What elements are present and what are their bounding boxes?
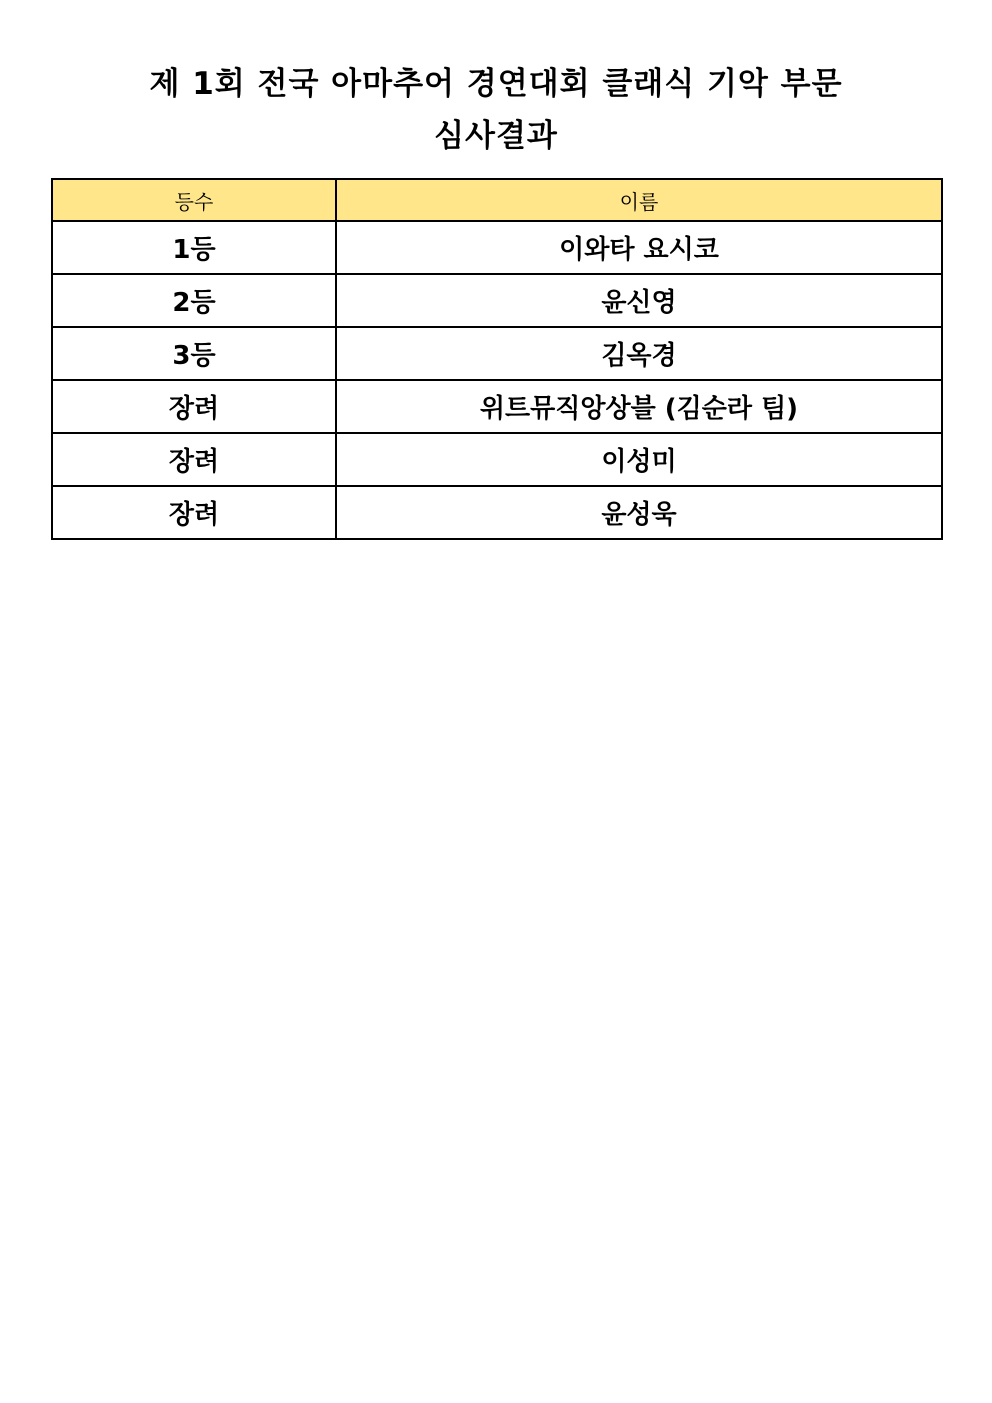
rank-cell: 장려 bbox=[52, 380, 336, 433]
column-header-rank: 등수 bbox=[52, 179, 336, 221]
name-cell: 위트뮤직앙상블 (김순라 팀) bbox=[336, 380, 942, 433]
rank-cell: 1등 bbox=[52, 221, 336, 274]
table-header-row bbox=[52, 179, 942, 221]
table-row bbox=[52, 274, 942, 327]
results-table bbox=[51, 178, 943, 540]
document-subtitle: 심사결과 bbox=[434, 118, 558, 154]
rank-cell: 3등 bbox=[52, 327, 336, 380]
rank-cell: 장려 bbox=[52, 486, 336, 539]
rank-cell: 2등 bbox=[52, 274, 336, 327]
name-cell: 윤신영 bbox=[336, 274, 942, 327]
name-cell: 윤성욱 bbox=[336, 486, 942, 539]
rank-cell: 장려 bbox=[52, 433, 336, 486]
document-title: 제 1회 전국 아마추어 경연대회 클래식 기악 부문 bbox=[149, 66, 843, 102]
table-row bbox=[52, 380, 942, 433]
table-row bbox=[52, 433, 942, 486]
name-cell: 이성미 bbox=[336, 433, 942, 486]
column-header-name: 이름 bbox=[336, 179, 942, 221]
document-header bbox=[0, 58, 992, 162]
table-row bbox=[52, 327, 942, 380]
name-cell: 이와타 요시코 bbox=[336, 221, 942, 274]
table-row bbox=[52, 221, 942, 274]
table-row bbox=[52, 486, 942, 539]
name-cell: 김옥경 bbox=[336, 327, 942, 380]
